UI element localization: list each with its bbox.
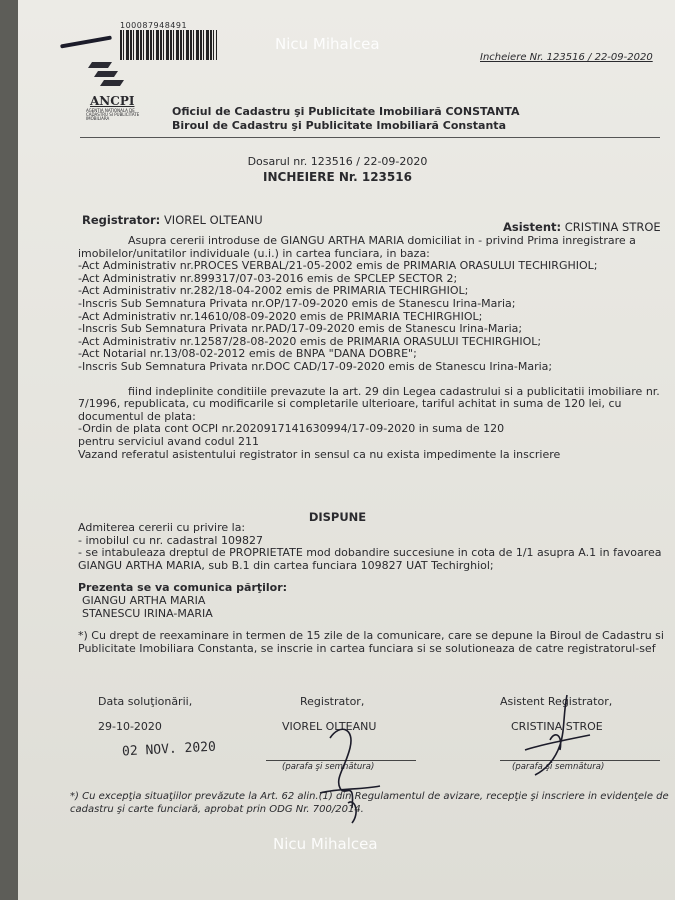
stamp-date: 02 NOV. 2020: [121, 739, 217, 760]
watermark-top: Nicu Mihalcea: [275, 35, 380, 53]
watermark-bottom: Nicu Mihalcea: [273, 835, 378, 853]
dosar-number: Dosarul nr. 123516 / 22-09-2020: [247, 155, 428, 168]
registrator-sign-caption: (parafa şi semnătura): [282, 762, 375, 772]
intabulare-text: - se intabuleaza dreptul de PROPRIETATE mod dobandire succesiune in cota de 1/1 asupra A.1 in favoarea GIANGU ARTHA MARIA, sub B.1 din cartea funciara 109827 UAT Techirghiol;: [78, 546, 662, 572]
asistent-line: [503, 220, 661, 234]
admit-text: Admiterea cererii cu privire la:: [78, 521, 246, 534]
communication-heading: Prezenta se va comunica părţilor:: [78, 581, 288, 595]
communication-party: STANESCU IRINA-MARIA: [82, 606, 213, 620]
act-item: -Act Administrativ nr.899317/07-03-2016 emis de SPCLEP SECTOR 2;: [78, 271, 458, 285]
footnote: *) Cu excepţia situaţiilor prevăzute la Art. 62 alin.(1) din Regulamentul de avizare, recepţie şi inscriere in evidenţele de cadastru şi carte funciară, aprobat prin ODG Nr. 700/2014.: [70, 791, 669, 815]
dispune-heading: DISPUNE: [308, 510, 367, 524]
act-item: -Act Administrativ nr.14610/08-09-2020 emis de PRIMARIA TECHIRGHIOL;: [78, 309, 483, 323]
act-item: -Act Notarial nr.13/08-02-2012 emis de BNPA "DANA DOBRE";: [78, 347, 417, 361]
act-item: -Inscris Sub Semnatura Privata nr.OP/17-09-2020 emis de Stanescu Irina-Maria;: [78, 296, 516, 310]
header-reference: Incheiere Nr. 123516 / 22-09-2020: [480, 52, 653, 63]
decision-section: [78, 522, 666, 655]
act-item: -Act Administrativ nr.282/18-04-2002 emis de PRIMARIA TECHIRGHIOL;: [78, 284, 469, 298]
asistent-sign-name: CRISTINA STROE: [511, 720, 603, 733]
conditions-text: fiind indeplinite conditiile prevazute la art. 29 din Legea cadastrului si a publicitatii imobiliare nr. 7/1996, republicata, cu modificarile si completarile ulterioare, tariful achitat in suma de 120 lei, cu documentul de plata:: [78, 384, 660, 423]
act-item: -Act Administrativ nr.PROCES VERBAL/21-05-2002 emis de PRIMARIA ORASULUI TECHIRGHIOL;: [78, 259, 598, 273]
asistent-sign-caption: (parafa şi semnătura): [512, 762, 605, 772]
date-value: 29-10-2020: [98, 720, 162, 733]
date-label: Data soluţionării,: [98, 695, 193, 708]
registrator-name: VIOREL OLTEANU: [163, 213, 263, 227]
payment-line-1: -Ordin de plata cont OCPI nr.2020917141630994/17-09-2020 in suma de 120: [78, 422, 505, 436]
request-section: [78, 235, 666, 461]
registrator-sign-label: Registrator,: [300, 695, 365, 708]
asistent-label: Asistent:: [503, 220, 562, 234]
asistent-signature: [505, 690, 605, 780]
office-header: [172, 105, 520, 133]
barcode-number: 100087948491: [120, 21, 188, 30]
registrator-line: [82, 213, 263, 227]
asistent-name: CRISTINA STROE: [564, 220, 661, 234]
referat-text: Vazand referatul asistentului registrator in sensul ca nu exista impedimente la inscriere: [78, 447, 561, 461]
logo-name: ANCPI: [90, 94, 135, 108]
act-item: -Act Administrativ nr.12587/28-08-2020 emis de PRIMARIA ORASULUI TECHIRGHIOL;: [78, 334, 542, 348]
asistent-sign-label: Asistent Registrator,: [500, 695, 613, 708]
registrator-sign-name: VIOREL OLTEANU: [282, 720, 377, 733]
barcode: [120, 30, 217, 60]
request-intro: Asupra cererii introduse de GIANGU ARTHA MARIA domiciliat in - privind Prima inregistrare a imobilelor/unitatilor individuale (u.i.) in cartea funciara, in baza:: [78, 234, 636, 260]
payment-line-2: pentru serviciul avand codul 211: [78, 434, 259, 448]
act-item: -Inscris Sub Semnatura Privata nr.DOC CAD/17-09-2020 emis de Stanescu Irina-Maria;: [78, 359, 553, 373]
reexamination-note: *) Cu drept de reexaminare in termen de 15 zile de la comunicare, care se depune la Biroul de Cadastru si Publicitate Imobiliara Constanta, se inscrie in cartea funciara si se solutioneaza de catre registratorul-sef: [78, 629, 664, 655]
header-divider: [80, 137, 660, 138]
logo-subtitle: AGENTIA NATIONALA DE CADASTRU SI PUBLICITATE IMOBILIARA: [86, 108, 140, 121]
communication-party: GIANGU ARTHA MARIA: [82, 593, 206, 607]
act-item: -Inscris Sub Semnatura Privata nr.PAD/17-09-2020 emis de Stanescu Irina-Maria;: [78, 322, 523, 336]
imobil-text: - imobilul cu nr. cadastral 109827: [78, 533, 263, 547]
office-line-1: Oficiul de Cadastru şi Publicitate Imobiliară CONSTANTA: [172, 105, 520, 118]
incheiere-title: INCHEIERE Nr. 123516: [263, 170, 412, 184]
registrator-label: Registrator:: [82, 213, 161, 227]
office-line-2: Biroul de Cadastru şi Publicitate Imobiliară Constanta: [172, 119, 506, 132]
ancpi-logo-icon: [88, 60, 128, 92]
